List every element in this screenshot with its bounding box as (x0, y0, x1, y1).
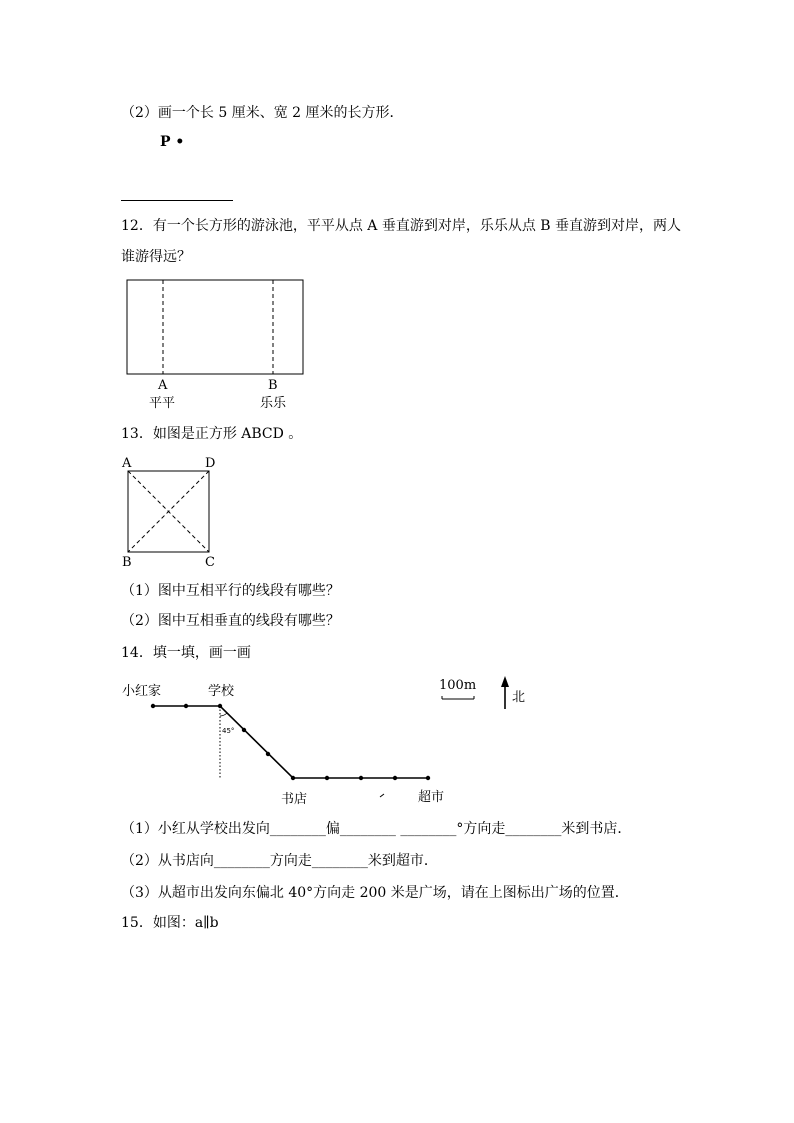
name-b: 乐乐 (260, 396, 287, 411)
answer-line (121, 200, 233, 201)
point-seg-4 (359, 776, 363, 780)
question-12-line-2: 谁游得远？ (121, 249, 191, 265)
question-14-sub-3: （3）从超市出发向东偏北 40°方向走 200 米是广场，请在上图标出广场的位置． (121, 885, 629, 901)
question-13-sub-1: （1）图中互相平行的线段有哪些？ (121, 583, 340, 599)
north-arrow-icon (501, 676, 509, 709)
point-home-mid (184, 704, 188, 708)
tick-mark (380, 794, 384, 797)
square-abcd-figure (118, 454, 228, 572)
point-market (426, 776, 430, 780)
vertex-c: C (205, 555, 215, 570)
angle-label: 45° (222, 727, 235, 735)
question-11-part-2: （2）画一个长 5 厘米、宽 2 厘米的长方形． (121, 105, 404, 121)
point-bookstore (291, 776, 295, 780)
north-label: 北 (512, 690, 526, 705)
vertex-d: D (205, 456, 216, 471)
question-13-sub-2: （2）图中互相垂直的线段有哪些？ (121, 613, 340, 629)
label-a: A (158, 378, 168, 393)
point-seg-5 (393, 776, 397, 780)
question-13: 13．如图是正方形 ABCD 。 (121, 426, 303, 442)
point-seg-1 (242, 728, 246, 732)
label-school: 学校 (208, 684, 235, 699)
label-bookstore: 书店 (281, 792, 308, 807)
name-a: 平平 (149, 396, 176, 411)
label-market: 超市 (418, 790, 445, 805)
vertex-a: A (122, 456, 132, 471)
question-12-line-1: 12．有一个长方形的游泳池，平平从点 A 垂直游到对岸，乐乐从点 B 垂直游到对岸，两人 (121, 218, 682, 234)
pool-rectangle (127, 280, 303, 374)
label-home: 小红家 (122, 684, 162, 699)
swimming-pool-figure (120, 275, 320, 415)
point-home (151, 704, 155, 708)
scale-label: 100m (439, 678, 477, 693)
point-p-label: P (160, 134, 171, 150)
question-14: 14．填一填，画一画 (121, 645, 251, 661)
angle-arc (220, 713, 227, 716)
vertex-b: B (122, 555, 132, 570)
route-line (153, 706, 428, 778)
point-p (160, 133, 184, 151)
point-seg-3 (325, 776, 329, 780)
question-14-sub-2: （2）从书店向________方向走________米到超市． (121, 853, 438, 869)
label-b: B (268, 378, 278, 393)
point-p-dot: • (175, 134, 185, 150)
question-14-sub-1: （1）小红从学校出发向________偏________ ________°方向走________米到书店． (121, 821, 632, 837)
point-seg-2 (266, 752, 270, 756)
route-map-figure (118, 672, 538, 812)
point-school (218, 704, 222, 708)
route-points (151, 704, 430, 780)
question-15: 15．如图：a∥b (121, 915, 219, 931)
